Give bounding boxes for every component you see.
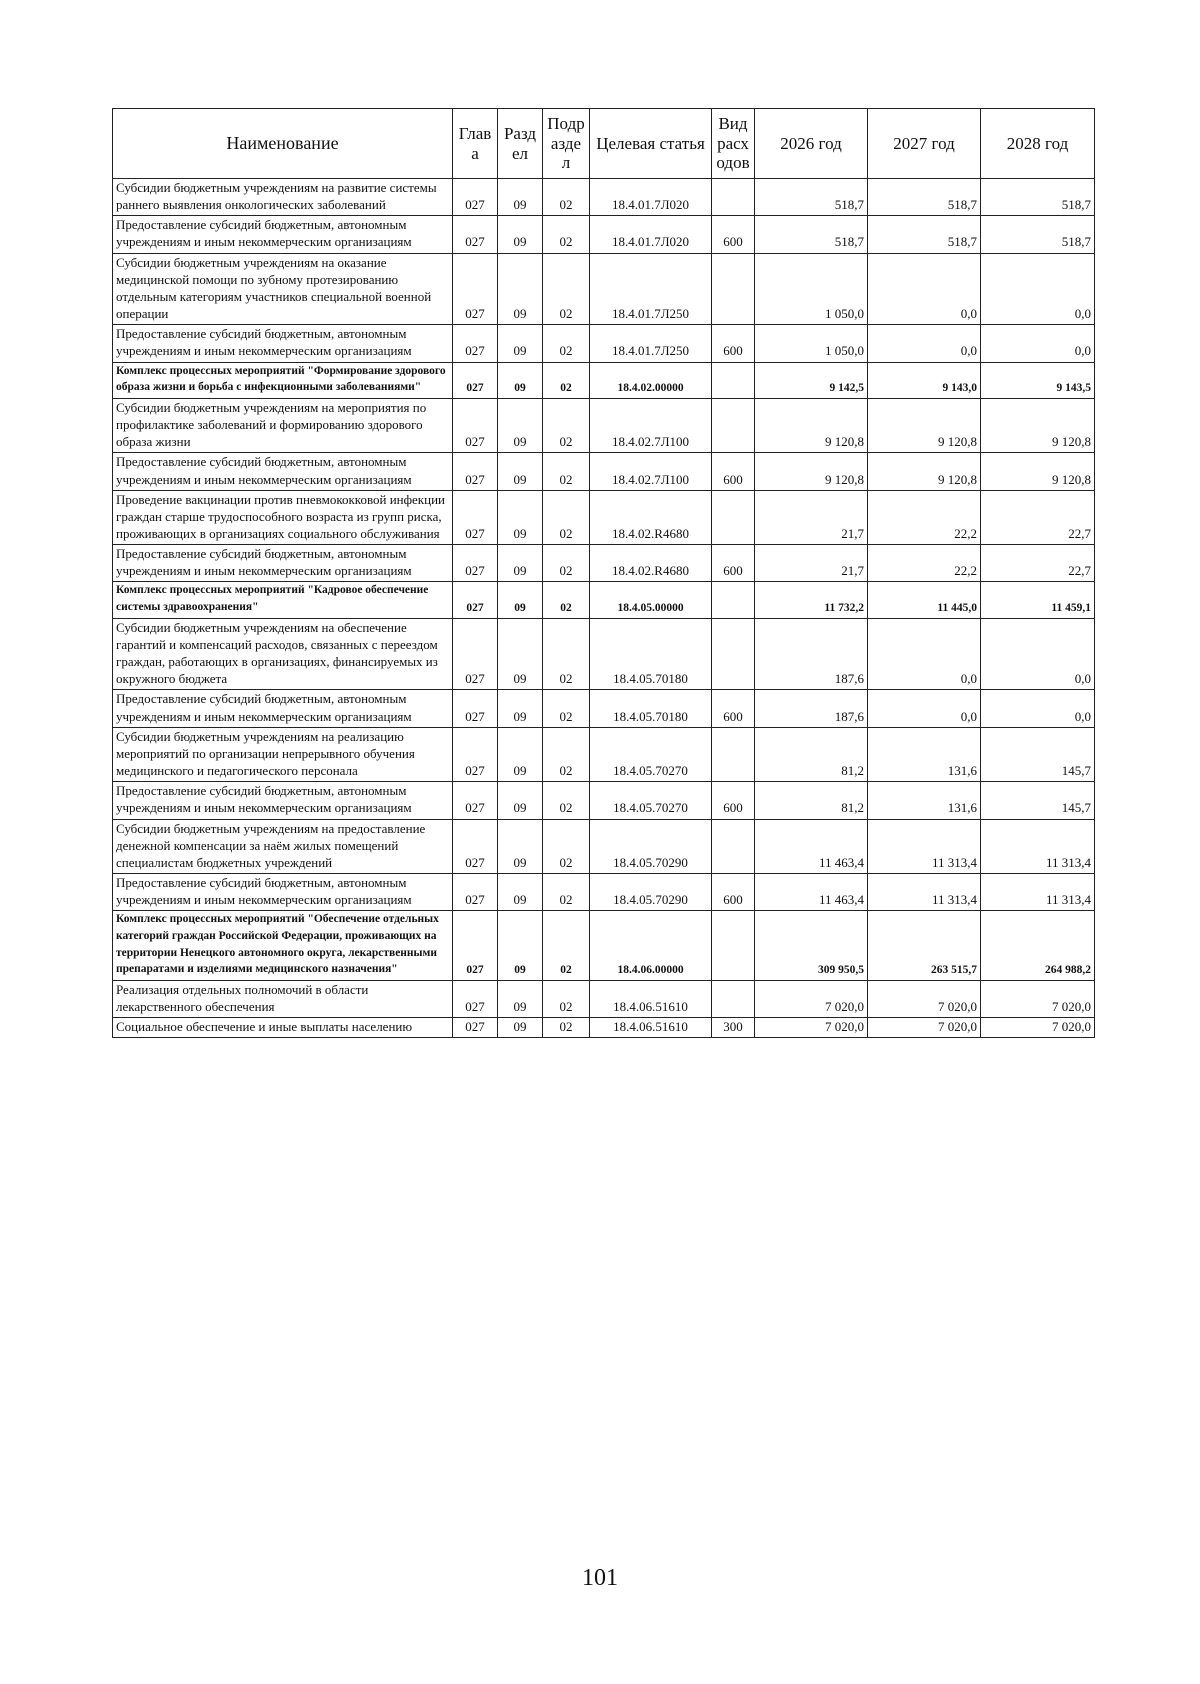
cell-2026: 11 732,2: [755, 582, 868, 618]
cell-celevaya: 18.4.06.51610: [590, 1018, 712, 1038]
cell-razdel: 09: [498, 453, 543, 490]
cell-2028: 11 459,1: [981, 582, 1095, 618]
cell-vid: 600: [712, 782, 755, 819]
cell-glava: 027: [453, 216, 498, 253]
cell-razdel: 09: [498, 911, 543, 981]
cell-glava: 027: [453, 981, 498, 1018]
header-2026: 2026 год: [755, 109, 868, 179]
cell-2026: 9 142,5: [755, 362, 868, 398]
cell-celevaya: 18.4.02.R4680: [590, 545, 712, 582]
cell-2026: 309 950,5: [755, 911, 868, 981]
table-row: [113, 453, 1095, 490]
cell-name: Предоставление субсидий бюджетным, автономным учреждениям и иным некоммерческим организациям: [113, 216, 453, 253]
cell-glava: 027: [453, 690, 498, 727]
cell-vid: [712, 253, 755, 325]
cell-name: Предоставление субсидий бюджетным, автономным учреждениям и иным некоммерческим организациям: [113, 690, 453, 727]
cell-podrazdel: 02: [543, 727, 590, 781]
cell-glava: 027: [453, 253, 498, 325]
cell-razdel: 09: [498, 362, 543, 398]
cell-celevaya: 18.4.05.00000: [590, 582, 712, 618]
cell-glava: 027: [453, 911, 498, 981]
cell-2027: 0,0: [868, 325, 981, 362]
cell-podrazdel: 02: [543, 398, 590, 452]
cell-2027: 518,7: [868, 216, 981, 253]
cell-2027: 7 020,0: [868, 1018, 981, 1038]
cell-glava: 027: [453, 362, 498, 398]
cell-name: Комплекс процессных мероприятий "Кадровое обеспечение системы здравоохранения": [113, 582, 453, 618]
cell-podrazdel: 02: [543, 362, 590, 398]
cell-2028: 22,7: [981, 545, 1095, 582]
cell-name: Субсидии бюджетным учреждениям на предоставление денежной компенсации за наём жилых помещений специалистам бюджетных учреждений: [113, 819, 453, 873]
cell-name: Предоставление субсидий бюджетным, автономным учреждениям и иным некоммерческим организациям: [113, 325, 453, 362]
header-2028: 2028 год: [981, 109, 1095, 179]
cell-vid: [712, 179, 755, 216]
table-row: [113, 911, 1095, 981]
table-row: [113, 690, 1095, 727]
cell-2026: 518,7: [755, 216, 868, 253]
cell-podrazdel: 02: [543, 981, 590, 1018]
cell-podrazdel: 02: [543, 1018, 590, 1038]
table-row: [113, 981, 1095, 1018]
cell-2026: 187,6: [755, 690, 868, 727]
cell-2026: 518,7: [755, 179, 868, 216]
cell-celevaya: 18.4.06.00000: [590, 911, 712, 981]
cell-razdel: 09: [498, 618, 543, 690]
cell-2028: 7 020,0: [981, 981, 1095, 1018]
cell-podrazdel: 02: [543, 253, 590, 325]
cell-razdel: 09: [498, 782, 543, 819]
cell-2026: 1 050,0: [755, 253, 868, 325]
cell-celevaya: 18.4.05.70270: [590, 727, 712, 781]
cell-podrazdel: 02: [543, 545, 590, 582]
cell-razdel: 09: [498, 545, 543, 582]
cell-2027: 9 120,8: [868, 453, 981, 490]
cell-2028: 518,7: [981, 179, 1095, 216]
cell-2027: 0,0: [868, 253, 981, 325]
cell-vid: 600: [712, 874, 755, 911]
cell-vid: 600: [712, 545, 755, 582]
cell-2027: 11 313,4: [868, 819, 981, 873]
cell-2027: 518,7: [868, 179, 981, 216]
cell-glava: 027: [453, 179, 498, 216]
cell-2026: 1 050,0: [755, 325, 868, 362]
cell-podrazdel: 02: [543, 453, 590, 490]
cell-2028: 264 988,2: [981, 911, 1095, 981]
cell-razdel: 09: [498, 874, 543, 911]
cell-name: Проведение вакцинации против пневмококковой инфекции граждан старше трудоспособного возраста из групп риска, проживающих в организациях социального обслуживания: [113, 490, 453, 544]
table-row: [113, 618, 1095, 690]
cell-vid: [712, 398, 755, 452]
cell-2027: 22,2: [868, 490, 981, 544]
cell-glava: 027: [453, 782, 498, 819]
cell-2028: 9 143,5: [981, 362, 1095, 398]
cell-glava: 027: [453, 819, 498, 873]
header-2027: 2027 год: [868, 109, 981, 179]
cell-celevaya: 18.4.05.70290: [590, 874, 712, 911]
cell-2026: 11 463,4: [755, 874, 868, 911]
cell-razdel: 09: [498, 398, 543, 452]
cell-podrazdel: 02: [543, 911, 590, 981]
cell-2027: 11 445,0: [868, 582, 981, 618]
cell-2028: 9 120,8: [981, 398, 1095, 452]
cell-vid: [712, 490, 755, 544]
cell-razdel: 09: [498, 490, 543, 544]
table-row: [113, 490, 1095, 544]
cell-name: Социальное обеспечение и иные выплаты населению: [113, 1018, 453, 1038]
table-row: [113, 1018, 1095, 1038]
cell-2028: 0,0: [981, 253, 1095, 325]
cell-name: Предоставление субсидий бюджетным, автономным учреждениям и иным некоммерческим организациям: [113, 453, 453, 490]
cell-podrazdel: 02: [543, 179, 590, 216]
cell-razdel: 09: [498, 582, 543, 618]
cell-name: Реализация отдельных полномочий в области лекарственного обеспечения: [113, 981, 453, 1018]
cell-vid: 600: [712, 690, 755, 727]
cell-2028: 0,0: [981, 325, 1095, 362]
cell-celevaya: 18.4.01.7Л020: [590, 179, 712, 216]
cell-razdel: 09: [498, 1018, 543, 1038]
cell-2026: 7 020,0: [755, 981, 868, 1018]
table-row: [113, 398, 1095, 452]
cell-2028: 518,7: [981, 216, 1095, 253]
cell-celevaya: 18.4.05.70270: [590, 782, 712, 819]
cell-celevaya: 18.4.02.00000: [590, 362, 712, 398]
header-row: [113, 109, 1095, 179]
cell-vid: [712, 362, 755, 398]
cell-glava: 027: [453, 1018, 498, 1038]
cell-2028: 145,7: [981, 782, 1095, 819]
cell-2028: 9 120,8: [981, 453, 1095, 490]
cell-vid: 600: [712, 325, 755, 362]
cell-celevaya: 18.4.02.R4680: [590, 490, 712, 544]
cell-2028: 7 020,0: [981, 1018, 1095, 1038]
cell-vid: [712, 911, 755, 981]
cell-2026: 11 463,4: [755, 819, 868, 873]
cell-2028: 11 313,4: [981, 819, 1095, 873]
cell-razdel: 09: [498, 253, 543, 325]
cell-celevaya: 18.4.02.7Л100: [590, 453, 712, 490]
cell-2028: 0,0: [981, 690, 1095, 727]
cell-2026: 21,7: [755, 490, 868, 544]
table-row: [113, 253, 1095, 325]
cell-podrazdel: 02: [543, 618, 590, 690]
cell-razdel: 09: [498, 216, 543, 253]
table-row: [113, 874, 1095, 911]
cell-celevaya: 18.4.01.7Л250: [590, 253, 712, 325]
cell-2027: 0,0: [868, 618, 981, 690]
cell-glava: 027: [453, 582, 498, 618]
table-row: [113, 819, 1095, 873]
header-name: Наименование: [113, 109, 453, 179]
cell-podrazdel: 02: [543, 490, 590, 544]
cell-razdel: 09: [498, 690, 543, 727]
table-row: [113, 325, 1095, 362]
cell-name: Субсидии бюджетным учреждениям на оказание медицинской помощи по зубному протезированию отдельным категориям участников специальной военной операции: [113, 253, 453, 325]
cell-vid: 600: [712, 216, 755, 253]
page-number: 101: [582, 1565, 618, 1591]
cell-2026: 9 120,8: [755, 398, 868, 452]
cell-vid: [712, 582, 755, 618]
cell-vid: 600: [712, 453, 755, 490]
cell-2027: 131,6: [868, 782, 981, 819]
cell-podrazdel: 02: [543, 874, 590, 911]
cell-podrazdel: 02: [543, 819, 590, 873]
cell-2026: 9 120,8: [755, 453, 868, 490]
cell-vid: [712, 981, 755, 1018]
cell-name: Комплекс процессных мероприятий "Формирование здорового образа жизни и борьба с инфекционными заболеваниями": [113, 362, 453, 398]
cell-2026: 187,6: [755, 618, 868, 690]
cell-razdel: 09: [498, 325, 543, 362]
cell-razdel: 09: [498, 981, 543, 1018]
cell-podrazdel: 02: [543, 690, 590, 727]
cell-glava: 027: [453, 325, 498, 362]
cell-vid: [712, 618, 755, 690]
cell-2027: 263 515,7: [868, 911, 981, 981]
cell-celevaya: 18.4.05.70180: [590, 618, 712, 690]
cell-celevaya: 18.4.01.7Л020: [590, 216, 712, 253]
table-row: [113, 545, 1095, 582]
cell-razdel: 09: [498, 819, 543, 873]
table-row: [113, 582, 1095, 618]
cell-2027: 9 143,0: [868, 362, 981, 398]
cell-name: Предоставление субсидий бюджетным, автономным учреждениям и иным некоммерческим организациям: [113, 874, 453, 911]
cell-glava: 027: [453, 490, 498, 544]
cell-podrazdel: 02: [543, 216, 590, 253]
cell-razdel: 09: [498, 727, 543, 781]
table-row: [113, 216, 1095, 253]
cell-name: Предоставление субсидий бюджетным, автономным учреждениям и иным некоммерческим организациям: [113, 782, 453, 819]
header-celevaya: Целевая статья: [590, 109, 712, 179]
cell-2028: 11 313,4: [981, 874, 1095, 911]
cell-vid: 300: [712, 1018, 755, 1038]
budget-table: [112, 108, 1095, 1038]
cell-2028: 145,7: [981, 727, 1095, 781]
cell-celevaya: 18.4.06.51610: [590, 981, 712, 1018]
cell-glava: 027: [453, 398, 498, 452]
header-glava: Глав а: [453, 109, 498, 179]
header-razdel: Разд ел: [498, 109, 543, 179]
cell-2027: 11 313,4: [868, 874, 981, 911]
cell-2026: 21,7: [755, 545, 868, 582]
cell-celevaya: 18.4.02.7Л100: [590, 398, 712, 452]
cell-2027: 22,2: [868, 545, 981, 582]
cell-glava: 027: [453, 618, 498, 690]
cell-podrazdel: 02: [543, 782, 590, 819]
cell-2027: 0,0: [868, 690, 981, 727]
cell-celevaya: 18.4.01.7Л250: [590, 325, 712, 362]
cell-name: Субсидии бюджетным учреждениям на реализацию мероприятий по организации непрерывного обучения медицинского и педагогического персонала: [113, 727, 453, 781]
cell-2028: 0,0: [981, 618, 1095, 690]
table-row: [113, 179, 1095, 216]
cell-glava: 027: [453, 453, 498, 490]
cell-razdel: 09: [498, 179, 543, 216]
cell-glava: 027: [453, 545, 498, 582]
cell-2027: 9 120,8: [868, 398, 981, 452]
table-row: [113, 727, 1095, 781]
cell-2028: 22,7: [981, 490, 1095, 544]
cell-name: Субсидии бюджетным учреждениям на обеспечение гарантий и компенсаций расходов, связанных с переездом граждан, работающих в организациях, финансируемых из окружного бюджета: [113, 618, 453, 690]
cell-glava: 027: [453, 727, 498, 781]
cell-podrazdel: 02: [543, 325, 590, 362]
cell-vid: [712, 819, 755, 873]
table-row: [113, 362, 1095, 398]
table-row: [113, 782, 1095, 819]
cell-2027: 7 020,0: [868, 981, 981, 1018]
header-vid: Вид расх одов: [712, 109, 755, 179]
cell-podrazdel: 02: [543, 582, 590, 618]
header-podrazdel: Подр азде л: [543, 109, 590, 179]
cell-2026: 81,2: [755, 782, 868, 819]
cell-name: Комплекс процессных мероприятий "Обеспечение отдельных категорий граждан Российской Федерации, проживающих на территории Ненецкого автономного округа, лекарственными препаратами и изделиями медицинского назначения": [113, 911, 453, 981]
cell-2027: 131,6: [868, 727, 981, 781]
table-body: [113, 179, 1095, 1038]
cell-glava: 027: [453, 874, 498, 911]
cell-2026: 81,2: [755, 727, 868, 781]
cell-name: Предоставление субсидий бюджетным, автономным учреждениям и иным некоммерческим организациям: [113, 545, 453, 582]
cell-celevaya: 18.4.05.70290: [590, 819, 712, 873]
cell-name: Субсидии бюджетным учреждениям на развитие системы раннего выявления онкологических заболеваний: [113, 179, 453, 216]
cell-name: Субсидии бюджетным учреждениям на мероприятия по профилактике заболеваний и формированию здорового образа жизни: [113, 398, 453, 452]
cell-vid: [712, 727, 755, 781]
cell-celevaya: 18.4.05.70180: [590, 690, 712, 727]
cell-2026: 7 020,0: [755, 1018, 868, 1038]
